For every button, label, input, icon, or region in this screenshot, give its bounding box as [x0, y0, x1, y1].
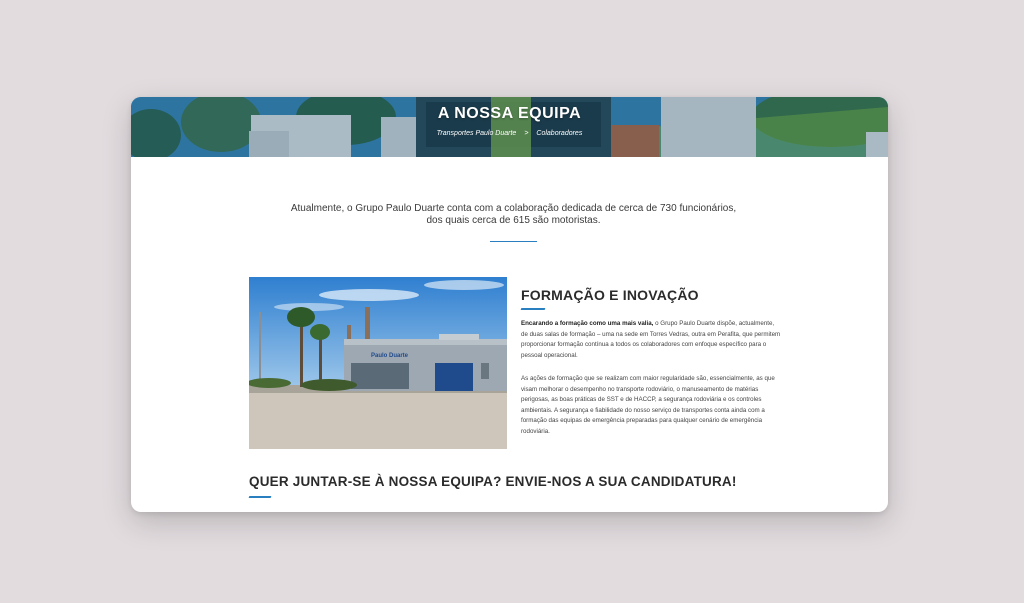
- building-photo: [249, 277, 507, 449]
- formacao-paragraph-2: As ações de formação que se realizam com maior regularidade são, essencialmente, as que visam melhorar o desempenho no transporte rodoviário, o manuseamento de matérias perigosas, as boas práticas de SST e de HACCP, a segurança rodoviária e os controles ambientais. A segurança e fiabilidade do nosso serviço de transportes conta ainda com a formação das equipas de emergência preparadas para qualquer cenário de emergência rodoviária.: [521, 375, 775, 435]
- breadcrumb: [131, 130, 888, 137]
- page-card: [131, 97, 888, 512]
- intro-text: [281, 203, 746, 227]
- breadcrumb-separator: >: [524, 130, 529, 137]
- section-underline: [521, 308, 546, 310]
- cta-underline: [249, 496, 272, 498]
- page-title: A NOSSA EQUIPA: [437, 105, 582, 122]
- hero-banner: [131, 97, 888, 157]
- cta-heading: QUER JUNTAR-SE À NOSSA EQUIPA? ENVIE-NOS A SUA CANDIDATURA!: [249, 474, 737, 489]
- formacao-paragraph-1-text: o Grupo Paulo Duarte dispõe, actualmente, de duas salas de formação – uma na sede em Torres Vedras, outra em Perafita, que permitem proporcionar formação contínua a todos os colaboradores com enfoque específico para o pessoal operacional.: [521, 320, 781, 359]
- section-title-formacao: FORMAÇÃO E INOVAÇÃO: [521, 287, 699, 303]
- intro-line-2: dos quais cerca de 615 são motoristas.: [426, 215, 601, 226]
- intro-divider: [490, 241, 537, 242]
- intro-line-1: Atualmente, o Grupo Paulo Duarte conta com a colaboração dedicada de cerca de 730 funcionários,: [290, 203, 737, 214]
- building-sign: Paulo Duarte: [371, 353, 409, 359]
- breadcrumb-home-link[interactable]: Transportes Paulo Duarte: [436, 130, 517, 137]
- formacao-paragraph-1: [521, 319, 781, 361]
- breadcrumb-current[interactable]: Colaboradores: [536, 130, 583, 137]
- formacao-lead-bold: Encarando a formação como uma mais valia,: [521, 320, 654, 327]
